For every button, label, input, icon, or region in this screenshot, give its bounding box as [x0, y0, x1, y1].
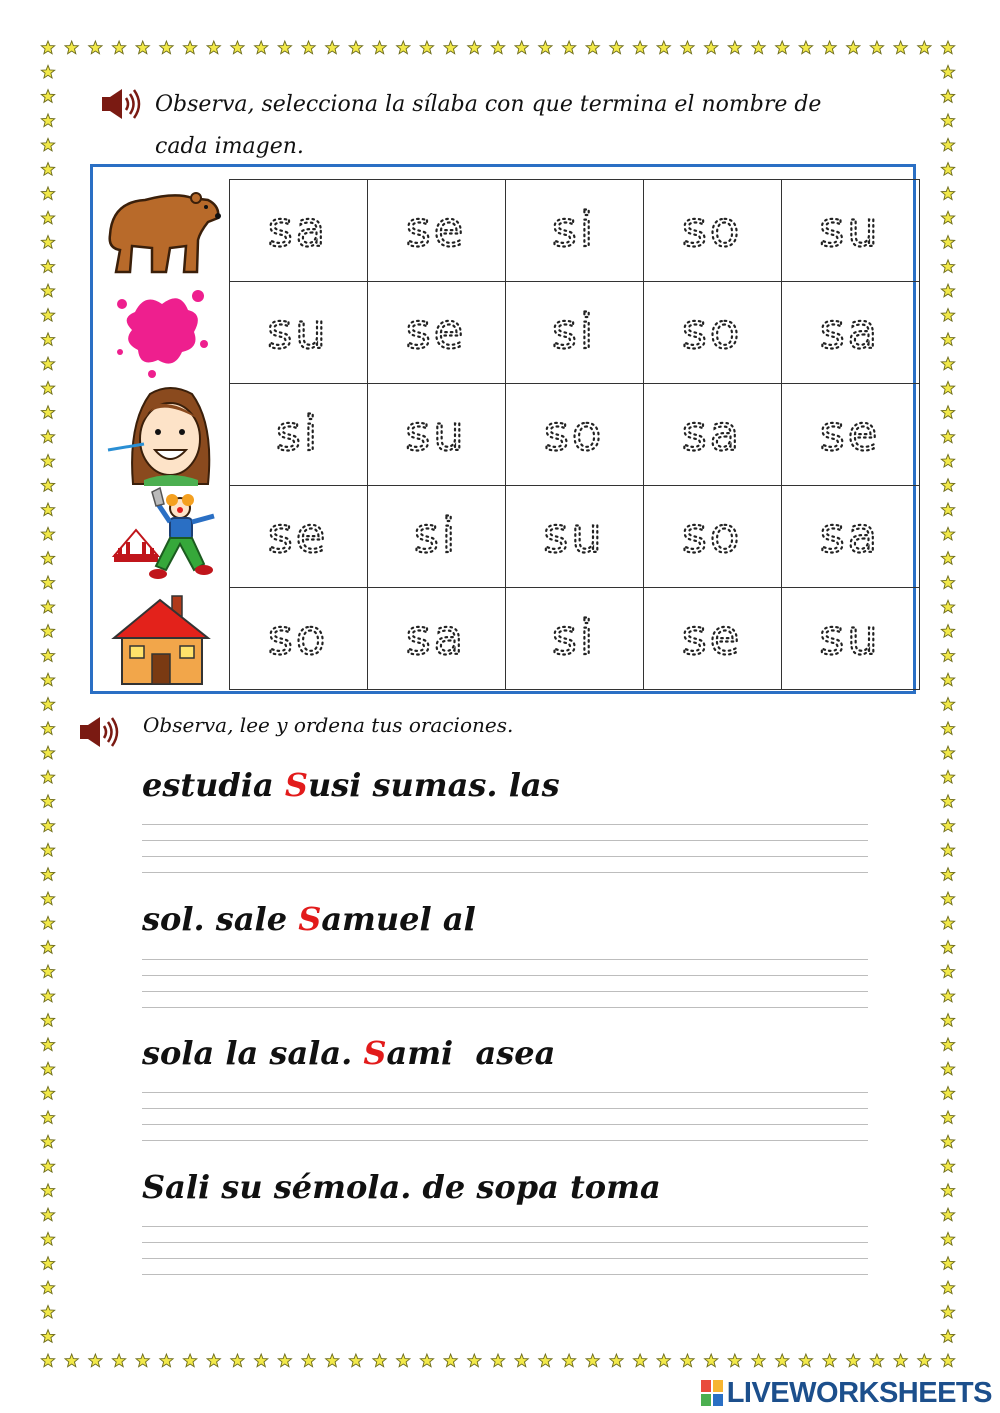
star-icon — [941, 1014, 954, 1027]
syllable-option[interactable] — [782, 486, 920, 588]
star-icon — [41, 454, 54, 467]
star-icon — [41, 211, 54, 224]
star-icon — [41, 1208, 54, 1221]
star-icon — [41, 357, 54, 370]
star-icon — [941, 1305, 954, 1318]
grid-row — [230, 180, 920, 282]
syllable-text: su — [819, 610, 881, 666]
syllable-option[interactable] — [782, 384, 920, 486]
star-icon — [231, 1354, 244, 1367]
star-icon — [41, 576, 54, 589]
syllable-text: su — [267, 304, 329, 360]
star-icon — [397, 41, 410, 54]
star-icon — [41, 187, 54, 200]
instruction-select: Observa, selecciona la sílaba con que termina el nombre de cada imagen. — [155, 92, 822, 159]
syllable-text: su — [543, 508, 605, 564]
star-icon — [941, 114, 954, 127]
star-icon — [941, 965, 954, 978]
star-icon — [373, 41, 386, 54]
star-icon — [633, 41, 646, 54]
liveworksheets-logo[interactable] — [701, 1376, 992, 1410]
syllable-text: sa — [681, 406, 743, 462]
star-icon — [41, 795, 54, 808]
syllable-option[interactable] — [368, 282, 506, 384]
answer-input-4[interactable] — [142, 1226, 872, 1278]
star-icon — [941, 90, 954, 103]
star-icon — [633, 1354, 646, 1367]
paint-splash-picture — [100, 282, 226, 384]
scrambled-sentence-1 — [142, 766, 560, 804]
star-icon — [941, 722, 954, 735]
star-icon — [41, 1257, 54, 1270]
star-icon — [41, 941, 54, 954]
star-icon — [941, 187, 954, 200]
star-icon — [941, 1062, 954, 1075]
syllable-text: su — [819, 202, 881, 258]
star-icon — [941, 430, 954, 443]
star-icon — [41, 406, 54, 419]
syllable-text: si — [551, 304, 597, 360]
star-icon — [941, 65, 954, 78]
scrambled-sentence-4 — [142, 1168, 661, 1206]
star-icon — [941, 795, 954, 808]
star-icon — [941, 1354, 954, 1367]
star-icon — [183, 1354, 196, 1367]
star-icon — [41, 284, 54, 297]
syllable-text: se — [405, 304, 467, 360]
syllable-text: sa — [819, 304, 881, 360]
star-icon — [515, 41, 528, 54]
star-icon — [941, 625, 954, 638]
sentence-text: sola la sala. — [142, 1034, 364, 1072]
star-icon — [941, 843, 954, 856]
star-icon — [941, 600, 954, 613]
girl-face-icon — [100, 384, 226, 486]
syllable-grid — [229, 179, 920, 690]
grid-row — [230, 384, 920, 486]
star-icon — [539, 41, 552, 54]
star-icon — [207, 41, 220, 54]
star-icon — [41, 41, 54, 54]
star-icon — [41, 114, 54, 127]
star-icon — [41, 90, 54, 103]
star-icon — [610, 1354, 623, 1367]
star-icon — [941, 698, 954, 711]
star-icon — [491, 1354, 504, 1367]
star-icon — [705, 41, 718, 54]
star-icon — [41, 1281, 54, 1294]
star-icon — [112, 41, 125, 54]
liveworksheets-logo-icon — [701, 1380, 723, 1406]
star-icon — [41, 746, 54, 759]
star-icon — [941, 503, 954, 516]
sentence-text: sol. sale — [142, 900, 299, 938]
syllable-text: se — [819, 406, 881, 462]
scrambled-sentence-2 — [142, 900, 476, 938]
syllable-text: sa — [405, 610, 467, 666]
star-icon — [41, 1184, 54, 1197]
syllable-option[interactable] — [230, 180, 368, 282]
star-icon — [941, 309, 954, 322]
star-icon — [941, 1160, 954, 1173]
star-icon — [941, 770, 954, 783]
syllable-text: so — [681, 304, 743, 360]
star-icon — [941, 576, 954, 589]
star-icon — [349, 41, 362, 54]
star-icon — [941, 1232, 954, 1245]
star-icon — [41, 625, 54, 638]
star-icon — [136, 41, 149, 54]
star-icon — [941, 1038, 954, 1051]
star-icon — [41, 649, 54, 662]
star-icon — [586, 1354, 599, 1367]
star-icon — [870, 41, 883, 54]
star-icon — [41, 552, 54, 565]
answer-input-3[interactable] — [142, 1092, 872, 1144]
capital-letter-red: S — [363, 1034, 387, 1072]
star-icon — [41, 65, 54, 78]
speaker-icon[interactable] — [78, 714, 122, 750]
star-icon — [847, 41, 860, 54]
star-icon — [397, 1354, 410, 1367]
star-icon — [586, 41, 599, 54]
syllable-option[interactable] — [782, 180, 920, 282]
star-icon — [420, 41, 433, 54]
star-icon — [847, 1354, 860, 1367]
syllable-text: si — [551, 610, 597, 666]
paint-splash-icon — [100, 282, 226, 384]
picture-column — [100, 180, 226, 690]
star-icon — [562, 1354, 575, 1367]
star-icon — [941, 868, 954, 881]
star-icon — [539, 1354, 552, 1367]
star-icon — [941, 1087, 954, 1100]
star-icon — [562, 41, 575, 54]
star-icon — [41, 309, 54, 322]
star-icon — [41, 163, 54, 176]
star-icon — [302, 41, 315, 54]
star-icon — [41, 1135, 54, 1148]
star-icon — [870, 1354, 883, 1367]
sentence-text: usi sumas. las — [307, 766, 560, 804]
star-icon — [41, 1160, 54, 1173]
star-icon — [941, 1111, 954, 1124]
syllable-text: se — [405, 202, 467, 258]
syllable-option[interactable] — [506, 180, 644, 282]
star-icon — [41, 1062, 54, 1075]
star-icon — [255, 1354, 268, 1367]
capital-letter-red: S — [284, 766, 308, 804]
star-icon — [610, 41, 623, 54]
star-icon — [41, 698, 54, 711]
syllable-option[interactable] — [368, 180, 506, 282]
house-picture — [100, 588, 226, 690]
star-icon — [41, 868, 54, 881]
star-icon — [183, 41, 196, 54]
grid-row — [230, 282, 920, 384]
syllable-text: so — [267, 610, 329, 666]
syllable-option[interactable] — [230, 588, 368, 690]
star-icon — [41, 260, 54, 273]
star-icon — [349, 1354, 362, 1367]
star-icon — [41, 479, 54, 492]
star-icon — [41, 527, 54, 540]
star-icon — [278, 41, 291, 54]
syllable-option[interactable] — [506, 282, 644, 384]
syllable-option[interactable] — [644, 486, 782, 588]
capital-letter-red: S — [298, 900, 322, 938]
star-icon — [231, 41, 244, 54]
grid-row — [230, 486, 920, 588]
syllable-option[interactable] — [230, 282, 368, 384]
star-icon — [65, 41, 78, 54]
syllable-option[interactable] — [644, 384, 782, 486]
star-icon — [799, 1354, 812, 1367]
syllable-option[interactable] — [782, 588, 920, 690]
star-icon — [41, 1038, 54, 1051]
star-icon — [941, 673, 954, 686]
syllable-option[interactable] — [644, 180, 782, 282]
star-icon — [941, 236, 954, 249]
syllable-text: sa — [819, 508, 881, 564]
star-icon — [136, 1354, 149, 1367]
star-icon — [207, 1354, 220, 1367]
star-icon — [918, 41, 931, 54]
answer-input-1[interactable] — [142, 824, 872, 876]
star-icon — [41, 1111, 54, 1124]
star-icon — [941, 479, 954, 492]
star-icon — [468, 1354, 481, 1367]
star-icon — [41, 1305, 54, 1318]
star-icon — [894, 1354, 907, 1367]
syllable-text: si — [551, 202, 597, 258]
star-icon — [681, 41, 694, 54]
syllable-option[interactable] — [506, 588, 644, 690]
sentence-text: ami asea — [386, 1034, 556, 1072]
star-icon — [255, 41, 268, 54]
syllable-option[interactable] — [230, 486, 368, 588]
syllable-text: so — [543, 406, 605, 462]
bear-icon — [100, 180, 226, 282]
star-icon — [776, 1354, 789, 1367]
speaker-icon[interactable] — [100, 86, 144, 122]
star-icon — [41, 236, 54, 249]
star-icon — [941, 163, 954, 176]
star-icon — [941, 941, 954, 954]
star-icon — [112, 1354, 125, 1367]
syllable-text: so — [681, 508, 743, 564]
star-icon — [41, 138, 54, 151]
clown-circus-picture — [100, 486, 226, 588]
star-icon — [41, 916, 54, 929]
star-icon — [941, 381, 954, 394]
star-icon — [752, 41, 765, 54]
star-icon — [41, 1330, 54, 1343]
syllable-text: sa — [267, 202, 329, 258]
syllable-option[interactable] — [368, 486, 506, 588]
star-icon — [41, 722, 54, 735]
star-icon — [41, 1087, 54, 1100]
star-icon — [41, 333, 54, 346]
star-icon — [728, 1354, 741, 1367]
syllable-option[interactable] — [782, 282, 920, 384]
star-icon — [444, 1354, 457, 1367]
syllable-text: si — [275, 406, 321, 462]
star-icon — [41, 1014, 54, 1027]
star-icon — [302, 1354, 315, 1367]
girl-picture — [100, 384, 226, 486]
star-icon — [941, 1330, 954, 1343]
clown-icon — [100, 486, 226, 588]
star-icon — [41, 819, 54, 832]
star-icon — [41, 503, 54, 516]
star-icon — [41, 989, 54, 1002]
star-icon — [776, 41, 789, 54]
house-icon — [100, 588, 226, 690]
star-icon — [657, 41, 670, 54]
star-icon — [941, 1257, 954, 1270]
star-icon — [41, 843, 54, 856]
star-icon — [657, 1354, 670, 1367]
sentence-text: Sali su sémola. de sopa toma — [142, 1168, 661, 1206]
star-icon — [918, 1354, 931, 1367]
sentence-text: estudia — [142, 766, 285, 804]
star-icon — [941, 41, 954, 54]
star-icon — [941, 284, 954, 297]
star-icon — [941, 454, 954, 467]
star-icon — [160, 1354, 173, 1367]
star-icon — [41, 600, 54, 613]
star-icon — [941, 819, 954, 832]
star-icon — [65, 1354, 78, 1367]
star-icon — [941, 892, 954, 905]
star-icon — [941, 1135, 954, 1148]
syllable-option[interactable] — [644, 588, 782, 690]
star-icon — [515, 1354, 528, 1367]
star-icon — [41, 892, 54, 905]
star-icon — [941, 138, 954, 151]
instruction-order: Observa, lee y ordena tus oraciones. — [143, 713, 514, 737]
grid-row — [230, 588, 920, 690]
liveworksheets-brand-text: LIVEWORKSHEETS — [726, 1376, 992, 1409]
star-icon — [41, 1354, 54, 1367]
star-icon — [941, 746, 954, 759]
syllable-option[interactable] — [230, 384, 368, 486]
scrambled-sentence-3 — [142, 1034, 555, 1072]
star-icon — [894, 41, 907, 54]
star-icon — [41, 965, 54, 978]
star-icon — [941, 406, 954, 419]
star-icon — [941, 989, 954, 1002]
star-icon — [941, 357, 954, 370]
star-icon — [752, 1354, 765, 1367]
syllable-text: si — [413, 508, 459, 564]
star-icon — [941, 211, 954, 224]
star-icon — [278, 1354, 291, 1367]
star-icon — [941, 916, 954, 929]
star-icon — [491, 41, 504, 54]
star-icon — [444, 41, 457, 54]
bear-picture — [100, 180, 226, 282]
syllable-option[interactable] — [506, 486, 644, 588]
star-icon — [420, 1354, 433, 1367]
star-icon — [941, 552, 954, 565]
star-icon — [326, 41, 339, 54]
star-icon — [160, 41, 173, 54]
syllable-text: su — [405, 406, 467, 462]
sentence-text: amuel al — [321, 900, 476, 938]
star-icon — [41, 770, 54, 783]
star-icon — [681, 1354, 694, 1367]
star-icon — [89, 41, 102, 54]
star-icon — [941, 1281, 954, 1294]
star-icon — [941, 1208, 954, 1221]
star-icon — [941, 527, 954, 540]
syllable-option[interactable] — [506, 384, 644, 486]
star-icon — [941, 1184, 954, 1197]
star-icon — [941, 649, 954, 662]
star-icon — [728, 41, 741, 54]
star-icon — [326, 1354, 339, 1367]
syllable-option[interactable] — [644, 282, 782, 384]
syllable-option[interactable] — [368, 384, 506, 486]
syllable-option[interactable] — [368, 588, 506, 690]
syllable-text: se — [681, 610, 743, 666]
syllable-text: se — [267, 508, 329, 564]
star-icon — [705, 1354, 718, 1367]
star-icon — [468, 41, 481, 54]
star-icon — [799, 41, 812, 54]
syllable-text: so — [681, 202, 743, 258]
star-icon — [823, 1354, 836, 1367]
star-icon — [823, 41, 836, 54]
star-icon — [41, 1232, 54, 1245]
star-icon — [89, 1354, 102, 1367]
star-icon — [941, 260, 954, 273]
answer-input-2[interactable] — [142, 959, 872, 1011]
star-icon — [373, 1354, 386, 1367]
star-icon — [41, 430, 54, 443]
star-icon — [941, 333, 954, 346]
star-icon — [41, 673, 54, 686]
star-icon — [41, 381, 54, 394]
